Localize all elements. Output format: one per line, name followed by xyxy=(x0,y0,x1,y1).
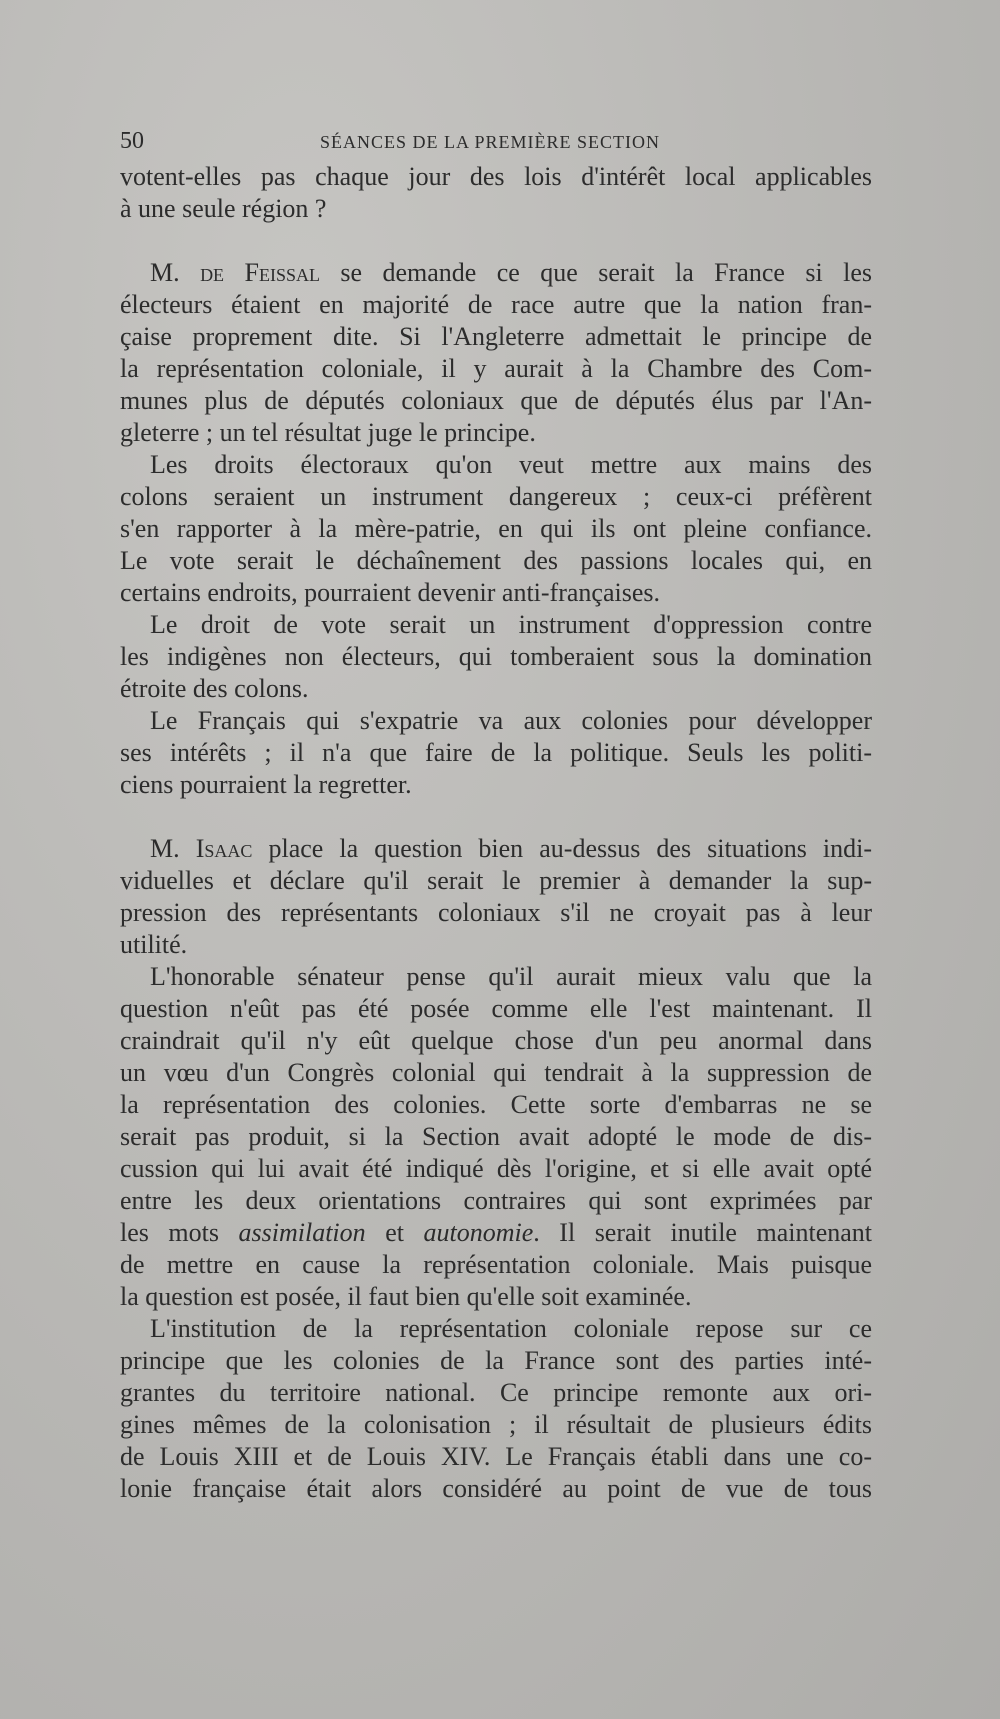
text-line: utilité. xyxy=(120,930,188,959)
text-line: gines mêmes de la colonisation ; il résultait de plusieurs édits xyxy=(120,1410,872,1439)
text-line: étroite des colons. xyxy=(120,674,309,703)
text-line: les indigènes non électeurs, qui tomberaient sous la domination xyxy=(120,642,872,671)
text-line: gleterre ; un tel résultat juge le principe. xyxy=(120,418,536,447)
text-line: L'institution de la représentation coloniale repose sur ce xyxy=(150,1314,872,1343)
line-text: . Il serait inutile maintenant xyxy=(533,1218,873,1247)
text-line: craindrait qu'il n'y eût quelque chose d'un peu anormal dans xyxy=(120,1026,872,1055)
text-line: Le Français qui s'expatrie va aux colonies pour développer xyxy=(150,706,872,735)
text-line: certains endroits, pourraient devenir anti-françaises. xyxy=(120,578,660,607)
text-line: à une seule région ? xyxy=(120,194,327,223)
text-line: la représentation coloniale, il y aurait à la Chambre des Com- xyxy=(120,354,872,383)
paragraph-gap xyxy=(120,225,872,257)
text-line: de Louis XIII et de Louis XIV. Le Français établi dans une co- xyxy=(120,1442,872,1471)
paragraph-gap xyxy=(120,801,872,833)
text-line: viduelles et déclare qu'il serait le premier à demander la sup- xyxy=(120,866,872,895)
text-line: principe que les colonies de la France sont des parties inté- xyxy=(120,1346,872,1375)
text-line: de mettre en cause la représentation coloniale. Mais puisque xyxy=(120,1250,872,1279)
text-line: cussion qui lui avait été indiqué dès l'origine, et si elle avait opté xyxy=(120,1154,872,1183)
text-line: Le vote serait le déchaînement des passions locales qui, en xyxy=(120,546,872,575)
text-line: lonie française était alors considéré au point de vue de tous xyxy=(120,1474,872,1503)
text-line: un vœu d'un Congrès colonial qui tendrait à la suppression de xyxy=(120,1058,872,1087)
line-text: les mots xyxy=(120,1218,219,1247)
text-line: munes plus de députés coloniaux que de députés élus par l'An- xyxy=(120,386,872,415)
text-line: ses intérêts ; il n'a que faire de la politique. Seuls les politi- xyxy=(120,738,872,767)
italic-term-autonomie: autonomie xyxy=(423,1218,534,1247)
body-text xyxy=(120,161,872,1505)
speaker-prefix: M. xyxy=(150,834,180,863)
line-text: se demande ce que serait la France si les xyxy=(340,258,873,287)
italic-term-assimilation: assimilation xyxy=(238,1218,366,1247)
text-line: serait pas produit, si la Section avait adopté le mode de dis- xyxy=(120,1122,872,1151)
running-title: SÉANCES DE LA PREMIÈRE SECTION xyxy=(320,132,661,152)
speaker-prefix: M. xyxy=(150,258,180,287)
text-line: L'honorable sénateur pense qu'il aurait mieux valu que la xyxy=(150,962,872,991)
page-number: 50 xyxy=(120,128,144,154)
text-line xyxy=(120,1217,872,1249)
line-text: place la question bien au-dessus des situations indi- xyxy=(268,834,872,863)
page-header xyxy=(120,128,872,164)
text-line: entre les deux orientations contraires qui sont exprimées par xyxy=(120,1186,872,1215)
text-line: grantes du territoire national. Ce principe remonte aux ori- xyxy=(120,1378,872,1407)
speaker-name-isaac: Isaac xyxy=(195,834,253,863)
text-line xyxy=(120,257,872,289)
text-line xyxy=(120,833,872,865)
text-line: la question est posée, il faut bien qu'elle soit examinée. xyxy=(120,1282,692,1311)
text-line: question n'eût pas été posée comme elle l'est maintenant. Il xyxy=(120,994,872,1023)
speaker-particle: de xyxy=(200,258,225,287)
speaker-name-feissal: Feissal xyxy=(244,258,320,287)
text-line: çaise proprement dite. Si l'Angleterre admettait le principe de xyxy=(120,322,872,351)
text-line: pression des représentants coloniaux s'il ne croyait pas à leur xyxy=(120,898,872,927)
text-line: s'en rapporter à la mère-patrie, en qui ils ont pleine confiance. xyxy=(120,514,872,543)
text-line: électeurs étaient en majorité de race autre que la nation fran- xyxy=(120,290,872,319)
text-line: Les droits électoraux qu'on veut mettre aux mains des xyxy=(150,450,872,479)
text-line: ciens pourraient la regretter. xyxy=(120,770,412,799)
text-line: la représentation des colonies. Cette sorte d'embarras ne se xyxy=(120,1090,872,1119)
text-line: Le droit de vote serait un instrument d'oppression contre xyxy=(150,610,872,639)
line-text: et xyxy=(385,1218,404,1247)
text-line: colons seraient un instrument dangereux ; ceux-ci préfèrent xyxy=(120,482,872,511)
text-line: votent-elles pas chaque jour des lois d'intérêt local applicables xyxy=(120,162,872,191)
